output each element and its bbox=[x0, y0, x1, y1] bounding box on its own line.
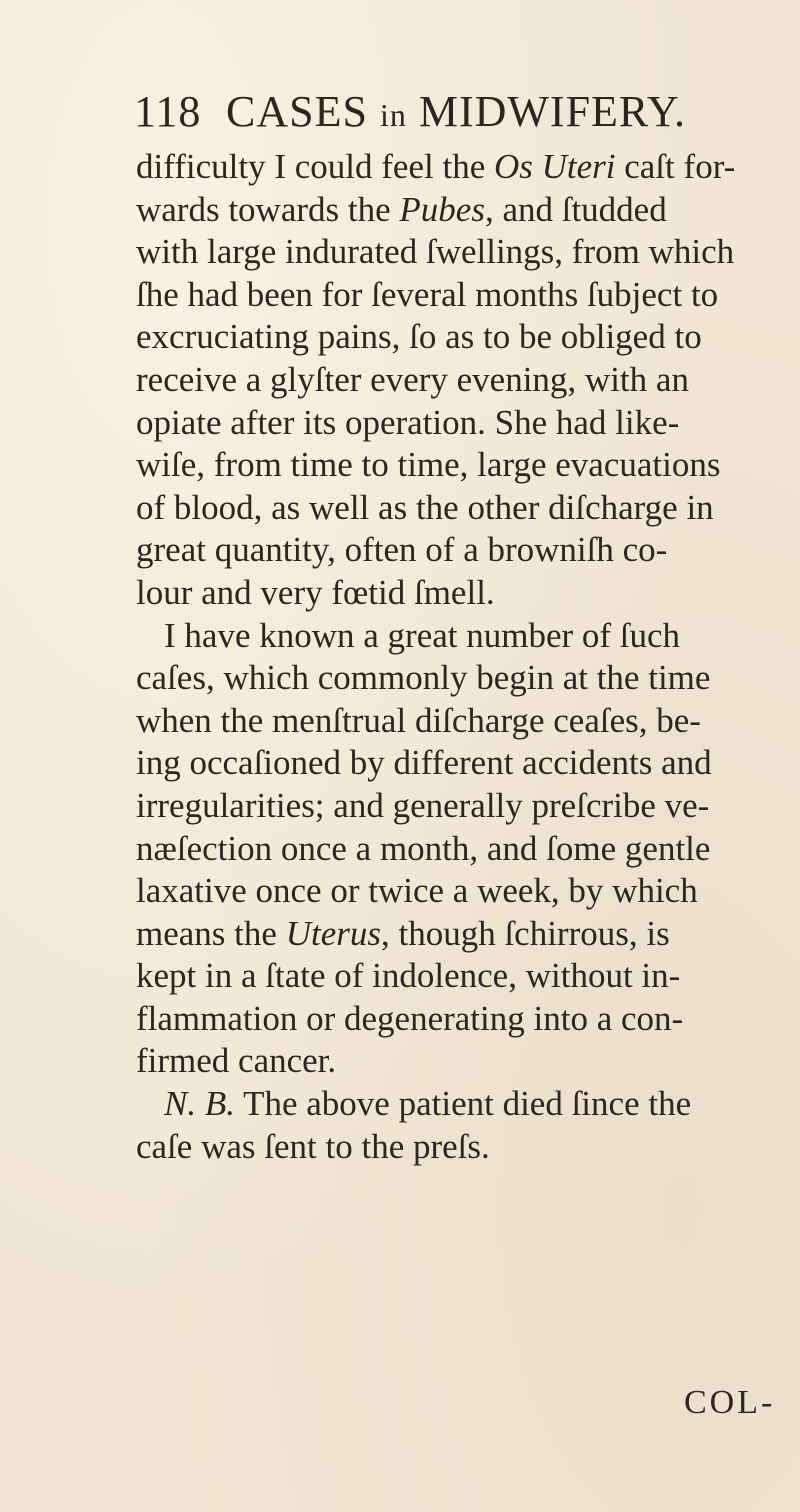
page-number: 118 bbox=[134, 87, 202, 136]
text-line bbox=[136, 913, 670, 956]
text-line bbox=[136, 572, 660, 615]
text-segment: I have known a great number of ſuch bbox=[164, 615, 681, 655]
italic-text: Uterus bbox=[285, 913, 381, 953]
text-line bbox=[136, 657, 711, 700]
text-line bbox=[136, 1126, 660, 1169]
text-line bbox=[136, 870, 698, 913]
text-line bbox=[136, 231, 735, 274]
text-segment: , though ſchirrous, is bbox=[380, 913, 670, 953]
running-title bbox=[226, 86, 686, 137]
text-segment: firmed cancer. bbox=[136, 1041, 337, 1081]
text-segment: receive a glyſter every evening, with an bbox=[136, 359, 689, 399]
text-segment: næſection once a month, and ſome gentle bbox=[136, 828, 711, 868]
text-line bbox=[136, 742, 712, 785]
text-segment: , and ſtudded bbox=[484, 189, 667, 229]
text-segment: lour and very fœtid ſmell. bbox=[136, 572, 495, 612]
text-line bbox=[136, 189, 667, 232]
text-line bbox=[136, 700, 701, 743]
catchword: COL- bbox=[684, 1384, 776, 1421]
text-segment: The above patient died ſince the bbox=[234, 1084, 692, 1124]
text-line bbox=[136, 998, 684, 1041]
text-line bbox=[136, 402, 680, 445]
text-segment: when the menſtrual diſcharge ceaſes, be- bbox=[136, 700, 701, 740]
text-line bbox=[136, 274, 719, 317]
text-segment: caſe was ſent to the preſs. bbox=[136, 1126, 490, 1166]
text-line bbox=[136, 615, 681, 658]
text-line bbox=[136, 1083, 692, 1126]
text-segment: opiate after its operation. She had like- bbox=[136, 402, 680, 442]
text-line bbox=[136, 828, 711, 871]
text-segment: means the bbox=[136, 913, 286, 953]
text-segment: ing occaſioned by different accidents and bbox=[136, 743, 712, 783]
text-segment: flammation or degenerating into a con- bbox=[136, 998, 684, 1038]
text-line bbox=[136, 444, 721, 487]
text-segment: wiſe, from time to time, large evacuations bbox=[136, 445, 721, 485]
text-segment: irregularities; and generally preſcribe ve- bbox=[136, 785, 710, 825]
italic-text: Os Uteri bbox=[493, 147, 616, 186]
text-line bbox=[136, 785, 710, 828]
italic-text: N. B. bbox=[164, 1084, 235, 1124]
running-title-main: CASES bbox=[226, 87, 368, 136]
text-line bbox=[136, 529, 668, 572]
text-segment: ſhe had been for ſeveral months ſubject to bbox=[136, 274, 719, 314]
body-text bbox=[136, 146, 736, 1168]
text-line bbox=[136, 316, 702, 359]
text-line bbox=[136, 487, 714, 530]
text-line bbox=[136, 1040, 660, 1083]
italic-text: Pubes bbox=[399, 189, 485, 229]
text-segment: great quantity, often of a browniſh co- bbox=[136, 530, 668, 570]
text-segment: excruciating pains, ſo as to be obliged to bbox=[136, 317, 702, 357]
text-segment: of blood, as well as the other diſcharge in bbox=[136, 487, 714, 527]
text-line bbox=[136, 955, 681, 998]
text-line bbox=[136, 146, 736, 189]
text-line bbox=[136, 359, 689, 402]
text-segment: laxative once or twice a week, by which bbox=[136, 871, 698, 911]
running-header bbox=[134, 86, 686, 146]
text-segment: caſt for- bbox=[615, 147, 736, 186]
running-title-small: in bbox=[379, 97, 407, 133]
text-segment: wards towards the bbox=[136, 189, 400, 229]
text-segment: difficulty I could feel the bbox=[136, 147, 494, 186]
running-title-rest: MIDWIFERY. bbox=[418, 87, 686, 136]
text-segment: with large indurated ſwellings, from which bbox=[136, 232, 735, 272]
text-segment: caſes, which commonly begin at the time bbox=[136, 658, 711, 698]
text-segment: kept in a ſtate of indolence, without in- bbox=[136, 956, 681, 996]
